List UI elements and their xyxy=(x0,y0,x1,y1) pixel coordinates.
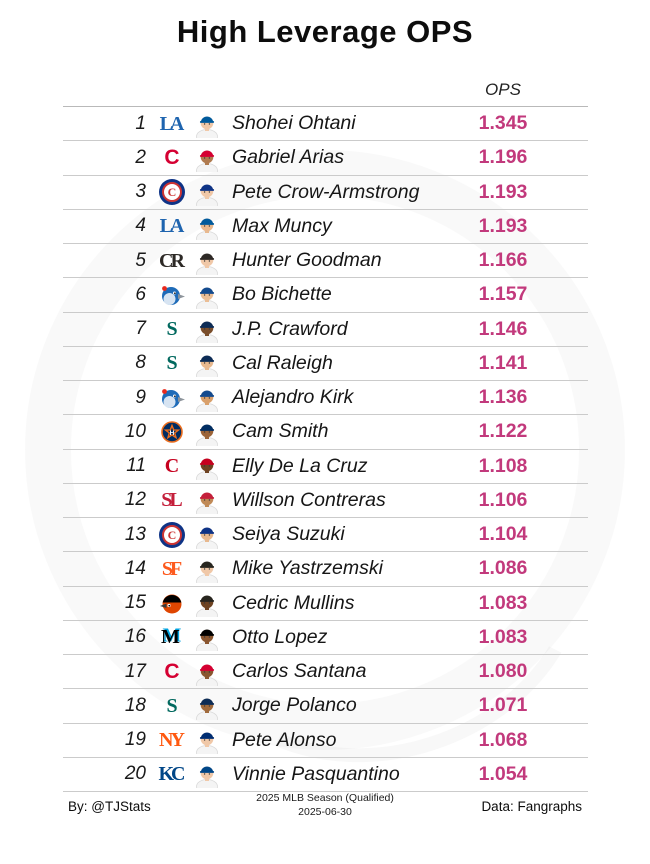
team-logo-col-icon: CR xyxy=(159,249,182,272)
logo-header-spacer xyxy=(158,76,186,104)
rank: 11 xyxy=(126,455,146,477)
player-name: Willson Contreras xyxy=(232,488,386,511)
player-name: Alejandro Kirk xyxy=(232,386,354,409)
ops-value: 1.157 xyxy=(478,283,528,306)
footer-data-source: Data: Fangraphs xyxy=(481,798,582,814)
ops-value: 1.146 xyxy=(478,317,528,340)
player-name: Carlos Santana xyxy=(232,660,367,683)
player-name: Elly De La Cruz xyxy=(232,454,368,477)
player-avatar xyxy=(193,212,221,240)
player-name: Cal Raleigh xyxy=(232,351,333,374)
team-logo-tor-icon xyxy=(158,281,186,309)
team-logo-lad-icon: LA xyxy=(159,112,182,135)
ops-value: 1.086 xyxy=(478,557,528,580)
ops-value: 1.141 xyxy=(478,351,528,374)
table-row xyxy=(63,278,588,312)
player-name: Cam Smith xyxy=(232,420,329,443)
player-avatar xyxy=(193,452,221,480)
ops-value: 1.106 xyxy=(478,488,528,511)
player-name: J.P. Crawford xyxy=(232,317,348,340)
player-avatar xyxy=(193,384,221,412)
team-logo-cin-icon: C xyxy=(164,455,177,478)
table-row xyxy=(63,689,588,723)
rank: 4 xyxy=(135,215,146,237)
ops-value: 1.068 xyxy=(478,728,528,751)
team-logo-sea-icon: S xyxy=(166,318,175,341)
ops-value: 1.108 xyxy=(478,454,528,477)
ops-value: 1.083 xyxy=(478,591,528,614)
rank: 2 xyxy=(135,146,146,168)
team-logo-cle-icon: C xyxy=(164,660,180,684)
player-name: Shohei Ohtani xyxy=(232,112,356,135)
player-name: Pete Alonso xyxy=(232,728,337,751)
rank: 20 xyxy=(124,763,146,785)
table-row xyxy=(63,107,588,141)
ops-value: 1.193 xyxy=(478,214,528,237)
stats-table xyxy=(63,74,588,792)
rank: 6 xyxy=(135,283,146,305)
table-row xyxy=(63,176,588,210)
player-avatar xyxy=(193,281,221,309)
table-row xyxy=(63,450,588,484)
rank: 13 xyxy=(124,523,146,545)
ops-value: 1.193 xyxy=(478,180,528,203)
player-name: Max Muncy xyxy=(232,214,332,237)
player-avatar xyxy=(193,521,221,549)
table-row xyxy=(63,587,588,621)
ops-value: 1.345 xyxy=(478,112,528,135)
player-avatar xyxy=(193,692,221,720)
team-logo-sea-icon: S xyxy=(166,694,175,717)
table-row xyxy=(63,313,588,347)
rank: 3 xyxy=(135,181,146,203)
rank: 10 xyxy=(124,420,146,442)
svg-text:H: H xyxy=(169,429,175,437)
table-row xyxy=(63,415,588,449)
team-logo-stl-icon: SL xyxy=(161,489,180,512)
footer-date: 2025-06-30 xyxy=(298,806,352,818)
team-logo-tor-icon xyxy=(158,384,186,412)
player-avatar xyxy=(193,418,221,446)
ops-value: 1.136 xyxy=(478,386,528,409)
rank: 15 xyxy=(124,592,146,614)
team-logo-hou-icon xyxy=(158,418,186,446)
table-header-row xyxy=(63,74,588,107)
table-row xyxy=(63,244,588,278)
table-row xyxy=(63,484,588,518)
table-row xyxy=(63,141,588,175)
rank: 5 xyxy=(135,249,146,271)
rank: 1 xyxy=(135,112,146,134)
ops-column-header: OPS xyxy=(485,80,521,99)
rank: 12 xyxy=(124,489,146,511)
table-row xyxy=(63,518,588,552)
team-logo-chc-icon: C xyxy=(158,521,186,549)
rank: 17 xyxy=(124,660,146,682)
player-name: Bo Bichette xyxy=(232,283,332,306)
ops-value: 1.166 xyxy=(478,249,528,272)
player-avatar xyxy=(193,486,221,514)
rank: 7 xyxy=(135,318,146,340)
team-logo-nym-icon: NY xyxy=(159,729,182,752)
rank: 8 xyxy=(135,352,146,374)
avatar-header-spacer xyxy=(193,76,221,104)
team-logo-sea-icon: S xyxy=(166,352,175,375)
table-row xyxy=(63,347,588,381)
player-name: Pete Crow-Armstrong xyxy=(232,180,420,203)
rank: 9 xyxy=(135,386,146,408)
player-avatar xyxy=(193,555,221,583)
page-title: High Leverage OPS xyxy=(176,14,474,49)
player-name: Gabriel Arias xyxy=(232,146,344,169)
player-name: Seiya Suzuki xyxy=(232,523,345,546)
team-logo-cle-icon: C xyxy=(164,146,180,170)
player-avatar xyxy=(193,623,221,651)
player-name: Jorge Polanco xyxy=(232,694,357,717)
player-name: Cedric Mullins xyxy=(232,591,355,614)
table-row xyxy=(63,621,588,655)
player-avatar xyxy=(193,760,221,788)
rank: 18 xyxy=(124,694,146,716)
player-avatar xyxy=(193,349,221,377)
ops-value: 1.196 xyxy=(478,146,528,169)
rank: 19 xyxy=(124,729,146,751)
ops-value: 1.104 xyxy=(478,523,528,546)
player-avatar xyxy=(193,110,221,138)
table-row xyxy=(63,724,588,758)
table-row xyxy=(63,381,588,415)
team-logo-chc-icon: C xyxy=(158,178,186,206)
table-row xyxy=(63,758,588,792)
team-logo-lad-icon: LA xyxy=(159,215,182,238)
ops-value: 1.122 xyxy=(478,420,528,443)
player-avatar xyxy=(193,247,221,275)
rank: 16 xyxy=(124,626,146,648)
team-logo-bal-icon xyxy=(158,589,186,617)
rank: 14 xyxy=(124,557,146,579)
player-avatar xyxy=(193,178,221,206)
team-logo-mia-icon: M xyxy=(161,626,180,649)
ops-value: 1.054 xyxy=(478,762,528,785)
ops-value: 1.080 xyxy=(478,660,528,683)
footer-season: 2025 MLB Season (Qualified) xyxy=(256,792,394,805)
ops-value: 1.071 xyxy=(478,694,528,717)
table-row xyxy=(63,552,588,586)
player-avatar xyxy=(193,726,221,754)
player-name: Vinnie Pasquantino xyxy=(232,762,400,785)
player-avatar xyxy=(193,315,221,343)
player-avatar xyxy=(193,589,221,617)
table-rows xyxy=(63,107,588,792)
team-logo-sf-icon: SF xyxy=(161,557,180,580)
player-avatar xyxy=(193,658,221,686)
table-row xyxy=(63,655,588,689)
player-name: Mike Yastrzemski xyxy=(232,557,383,580)
team-logo-kc-icon: KC xyxy=(158,763,183,786)
player-name: Hunter Goodman xyxy=(232,249,382,272)
player-avatar xyxy=(193,144,221,172)
player-name: Otto Lopez xyxy=(232,625,328,648)
table-row xyxy=(63,210,588,244)
ops-value: 1.083 xyxy=(478,625,528,648)
footer-author: By: @TJStats xyxy=(68,798,151,814)
